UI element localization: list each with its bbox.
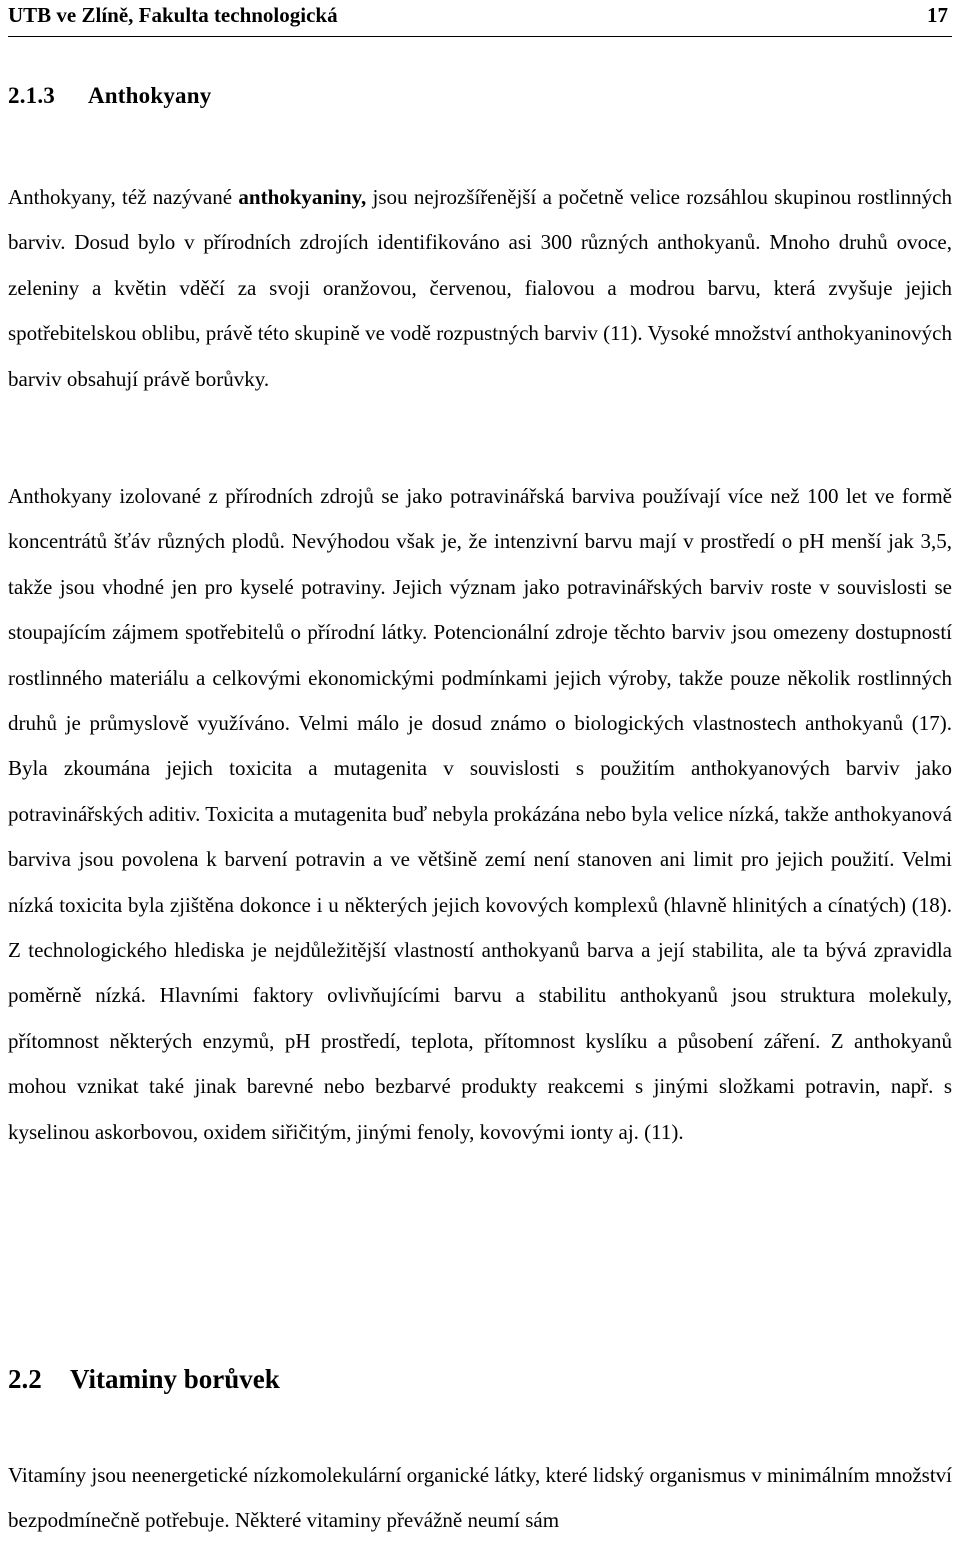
paragraph-intro bbox=[8, 175, 952, 402]
subsection-title: Anthokyany bbox=[88, 83, 212, 108]
paragraph-usage: Anthokyany izolované z přírodních zdrojů se jako potravinářská barviva používají více než 100 let ve formě koncentrátů šťáv různých plodů. Nevýhodou však je, že intenzivní barvu mají v prostředí o pH menší jak 3,5, takže jsou vhodné jen pro kyselé potraviny. Jejich význam jako potravinářských barviv roste v souvislosti se stoupajícím zájmem spotřebitelů o přírodní látky. Potencionální zdroje těchto barviv jsou omezeny dostupností rostlinného materiálu a celkovými ekonomickými podmínkami jejich výroby, takže pouze několik rostlinných druhů je průmyslově využíváno. Velmi málo je dosud známo o biologických vlastnostech anthokyanů (17). Byla zkoumána jejich toxicita a mutagenita v souvislosti s použitím anthokyanových barviv jako potravinářských aditiv. Toxicita a mutagenita buď nebyla prokázána nebo byla velice nízká, takže anthokyanová barviva jsou povolena k barvení potravin a ve většině zemí není stanoven ani limit pro jejich použití. Velmi nízká toxicita byla zjištěna dokonce i u některých jejich kovových komplexů (hlavně hlinitých a cínatých) (18). Z technologického hlediska je nejdůležitější vlastností anthokyanů barva a její stabilita, ale ta bývá zpravidla poměrně nízká. Hlavními faktory ovlivňujícími barvu a stabilitu anthokyanů jsou struktura molekuly, přítomnost některých enzymů, pH prostředí, teplota, přítomnost kyslíku a působení záření. Z anthokyanů mohou vznikat také jinak barevné nebo bezbarvé produkty reakcemi s jinými složkami potravin, např. s kyselinou askorbovou, oxidem siřičitým, jinými fenoly, kovovými ionty aj. (11). bbox=[8, 484, 952, 1144]
paragraph-intro-part1: Anthokyany, též nazývané bbox=[8, 185, 239, 209]
section-heading bbox=[8, 1364, 280, 1395]
page-number: 17 bbox=[927, 3, 948, 27]
paragraph-intro-bold: anthokyaniny, bbox=[238, 185, 367, 209]
paragraph-intro-part2: jsou nejrozšířenější a početně velice rozsáhlou skupinou rostlinných barviv. Dosud bylo v přírodních zdrojích identifikováno asi 300 různých anthokyanů. Mnoho druhů ovoce, zeleniny a květin vděčí za svoji oranžovou, červenou, fialovou a modrou barvu, která zvyšuje jejich spotřebitelskou oblibu, právě této skupině ve vodě rozpustných barviv (11). Vysoké množství anthokyaninových barviv obsahují právě borůvky. bbox=[8, 185, 952, 391]
paragraph-vitamins: Vitamíny jsou neenergetické nízkomolekulární organické látky, které lidský organismus v minimálním množství bezpodmínečně potřebuje. Některé vitaminy převážně neumí sám bbox=[8, 1463, 952, 1533]
header-title: UTB ve Zlíně, Fakulta technologická bbox=[8, 3, 338, 27]
section-title: Vitaminy borůvek bbox=[70, 1364, 280, 1394]
subsection-heading bbox=[8, 83, 211, 109]
subsection-number: 2.1.3 bbox=[8, 83, 55, 108]
running-header bbox=[8, 0, 952, 37]
section-number: 2.2 bbox=[8, 1364, 42, 1394]
